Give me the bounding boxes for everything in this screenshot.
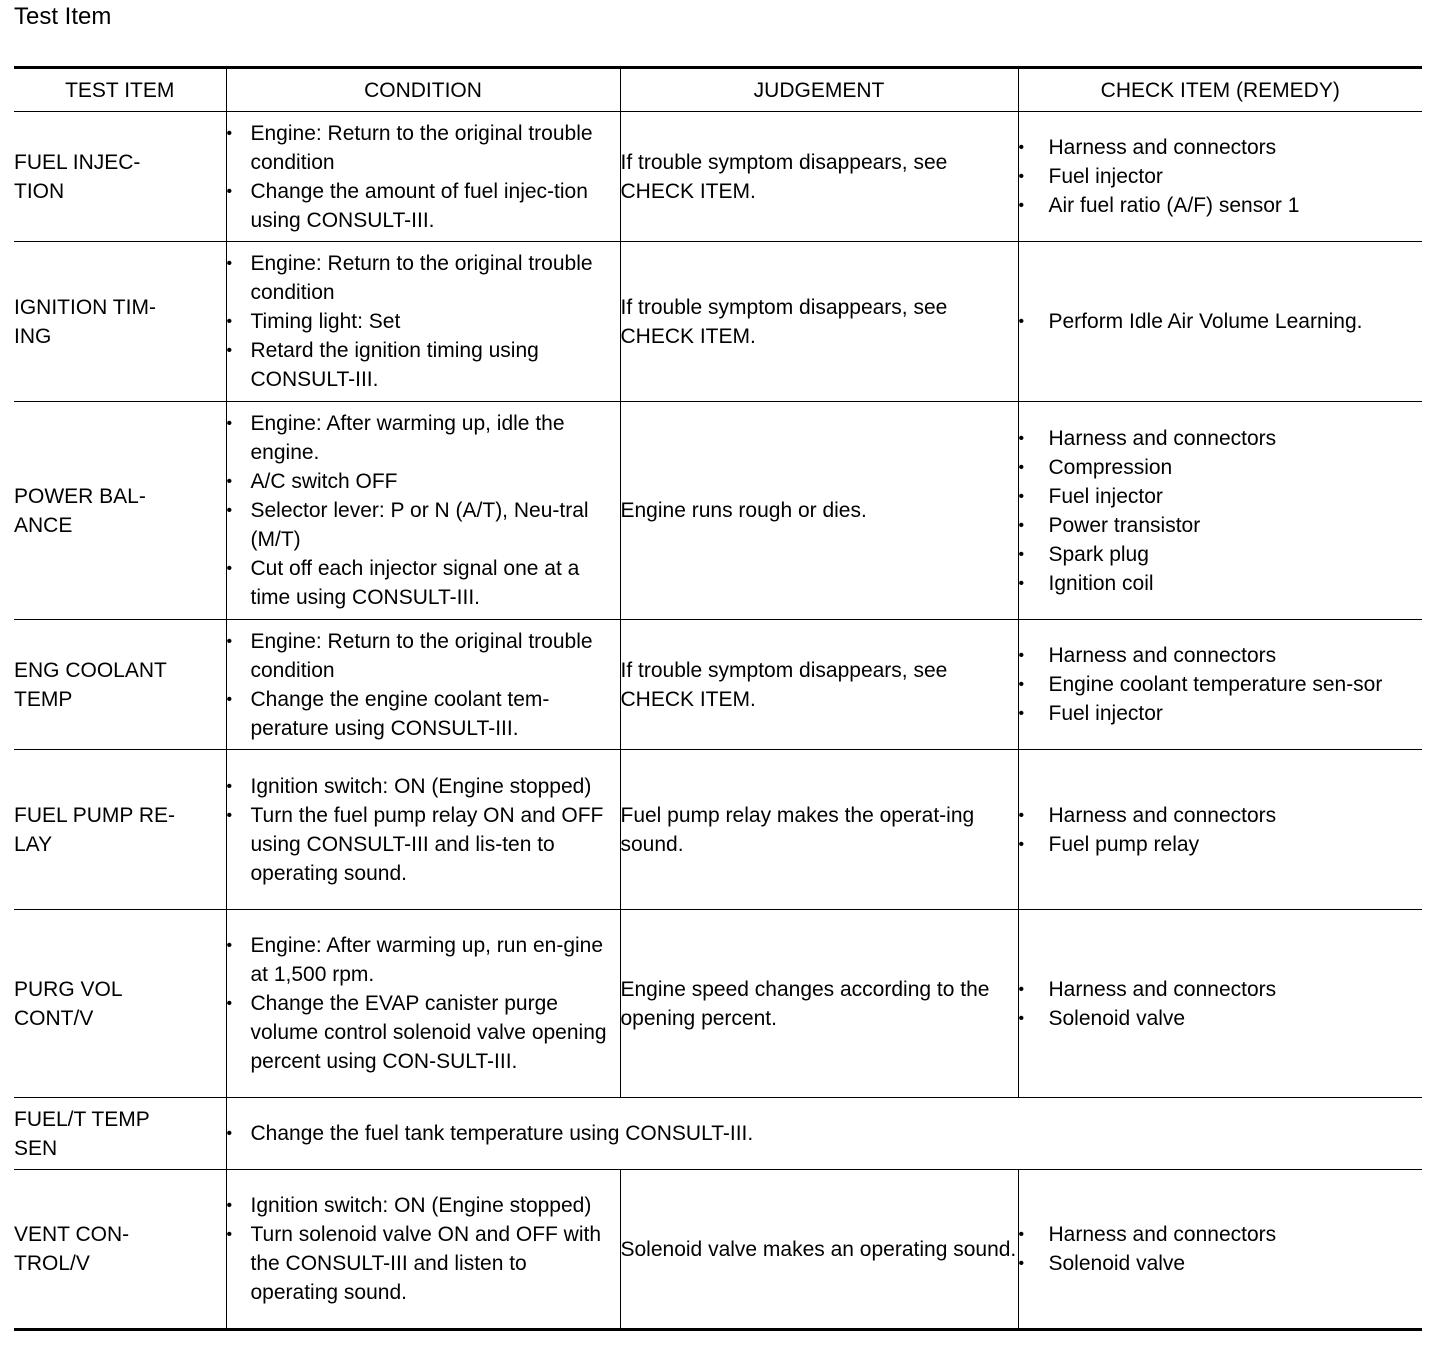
table-header-row [14, 68, 1422, 112]
condition-item: • Change the amount of fuel injec-tion using CONSULT-III. [227, 177, 620, 235]
check-item: • Fuel injector [1019, 699, 1423, 728]
judgement-cell: Fuel pump relay makes the operat-ing sound. [620, 750, 1018, 910]
check-item: • Fuel pump relay [1019, 830, 1423, 859]
condition-cell [226, 112, 620, 242]
test-item-cell: FUEL INJEC- TION [14, 112, 226, 242]
condition-cell [226, 242, 620, 402]
check-item: • Air fuel ratio (A/F) sensor 1 [1019, 191, 1423, 220]
condition-item: • A/C switch OFF [227, 467, 620, 496]
test-item-cell: POWER BAL- ANCE [14, 402, 226, 620]
table-row [14, 750, 1422, 910]
check-item: • Solenoid valve [1019, 1004, 1423, 1033]
check-item-cell [1018, 750, 1422, 910]
check-item-cell [1018, 242, 1422, 402]
condition-item: • Timing light: Set [227, 307, 620, 336]
table-row [14, 242, 1422, 402]
condition-item: • Turn the fuel pump relay ON and OFF using CONSULT-III and lis-ten to operating sound. [227, 801, 620, 888]
condition-cell [226, 1170, 620, 1330]
condition-cell [226, 750, 620, 910]
table-row [14, 402, 1422, 620]
header-condition: CONDITION [226, 68, 620, 112]
condition-item: • Change the EVAP canister purge volume control solenoid valve opening percent using CON-SULT-III. [227, 989, 620, 1076]
check-item: • Harness and connectors [1019, 133, 1423, 162]
judgement-cell: Solenoid valve makes an operating sound. [620, 1170, 1018, 1330]
check-item-cell [1018, 1170, 1422, 1330]
header-judgement: JUDGEMENT [620, 68, 1018, 112]
condition-item: • Ignition switch: ON (Engine stopped) [227, 1191, 620, 1220]
check-item: • Harness and connectors [1019, 1220, 1423, 1249]
condition-item: • Change the engine coolant tem-perature using CONSULT-III. [227, 685, 620, 743]
check-item: • Harness and connectors [1019, 641, 1423, 670]
condition-item: • Engine: Return to the original trouble condition [227, 119, 620, 177]
judgement-cell: Engine speed changes according to the opening percent. [620, 910, 1018, 1098]
judgement-cell: If trouble symptom disappears, see CHECK ITEM. [620, 242, 1018, 402]
condition-item: • Selector lever: P or N (A/T), Neu-tral (M/T) [227, 496, 620, 554]
check-item: • Fuel injector [1019, 482, 1423, 511]
check-item: • Fuel injector [1019, 162, 1423, 191]
table-row [14, 1170, 1422, 1330]
table-row [14, 620, 1422, 750]
condition-cell [226, 910, 620, 1098]
check-item: • Power transistor [1019, 511, 1423, 540]
condition-item: • Engine: Return to the original trouble condition [227, 249, 620, 307]
table-row [14, 910, 1422, 1098]
check-item: • Perform Idle Air Volume Learning. [1019, 307, 1423, 336]
judgement-cell: Engine runs rough or dies. [620, 402, 1018, 620]
check-item: • Spark plug [1019, 540, 1423, 569]
condition-cell [226, 402, 620, 620]
check-item: • Harness and connectors [1019, 424, 1423, 453]
judgement-cell: If trouble symptom disappears, see CHECK ITEM. [620, 620, 1018, 750]
condition-item: • Ignition switch: ON (Engine stopped) [227, 772, 620, 801]
page-title: Test Item [14, 3, 112, 30]
condition-item: • Engine: After warming up, run en-gine at 1,500 rpm. [227, 931, 620, 989]
test-item-cell: ENG COOLANT TEMP [14, 620, 226, 750]
test-item-cell: PURG VOL CONT/V [14, 910, 226, 1098]
condition-item: • Change the fuel tank temperature using CONSULT-III. [227, 1119, 1423, 1148]
header-test-item: TEST ITEM [14, 68, 226, 112]
check-item: • Ignition coil [1019, 569, 1423, 598]
test-item-cell: FUEL PUMP RE- LAY [14, 750, 226, 910]
check-item: • Compression [1019, 453, 1423, 482]
test-item-cell: FUEL/T TEMP SEN [14, 1098, 226, 1170]
test-item-cell: IGNITION TIM- ING [14, 242, 226, 402]
table-row [14, 112, 1422, 242]
header-check-item: CHECK ITEM (REMEDY) [1018, 68, 1422, 112]
judgement-cell: If trouble symptom disappears, see CHECK ITEM. [620, 112, 1018, 242]
condition-item: • Turn solenoid valve ON and OFF with the CONSULT-III and listen to operating sound. [227, 1220, 620, 1307]
condition-item: • Engine: After warming up, idle the engine. [227, 409, 620, 467]
test-item-table [14, 66, 1422, 1331]
check-item-cell [1018, 620, 1422, 750]
test-item-cell: VENT CON- TROL/V [14, 1170, 226, 1330]
condition-cell [226, 620, 620, 750]
check-item-cell [1018, 112, 1422, 242]
check-item-cell [1018, 402, 1422, 620]
check-item-cell [1018, 910, 1422, 1098]
table-row [14, 1098, 1422, 1170]
condition-span-cell [226, 1098, 1422, 1170]
check-item: • Engine coolant temperature sen-sor [1019, 670, 1423, 699]
condition-item: • Engine: Return to the original trouble condition [227, 627, 620, 685]
check-item: • Harness and connectors [1019, 975, 1423, 1004]
check-item: • Solenoid valve [1019, 1249, 1423, 1278]
check-item: • Harness and connectors [1019, 801, 1423, 830]
condition-item: • Retard the ignition timing using CONSULT-III. [227, 336, 620, 394]
condition-item: • Cut off each injector signal one at a time using CONSULT-III. [227, 554, 620, 612]
